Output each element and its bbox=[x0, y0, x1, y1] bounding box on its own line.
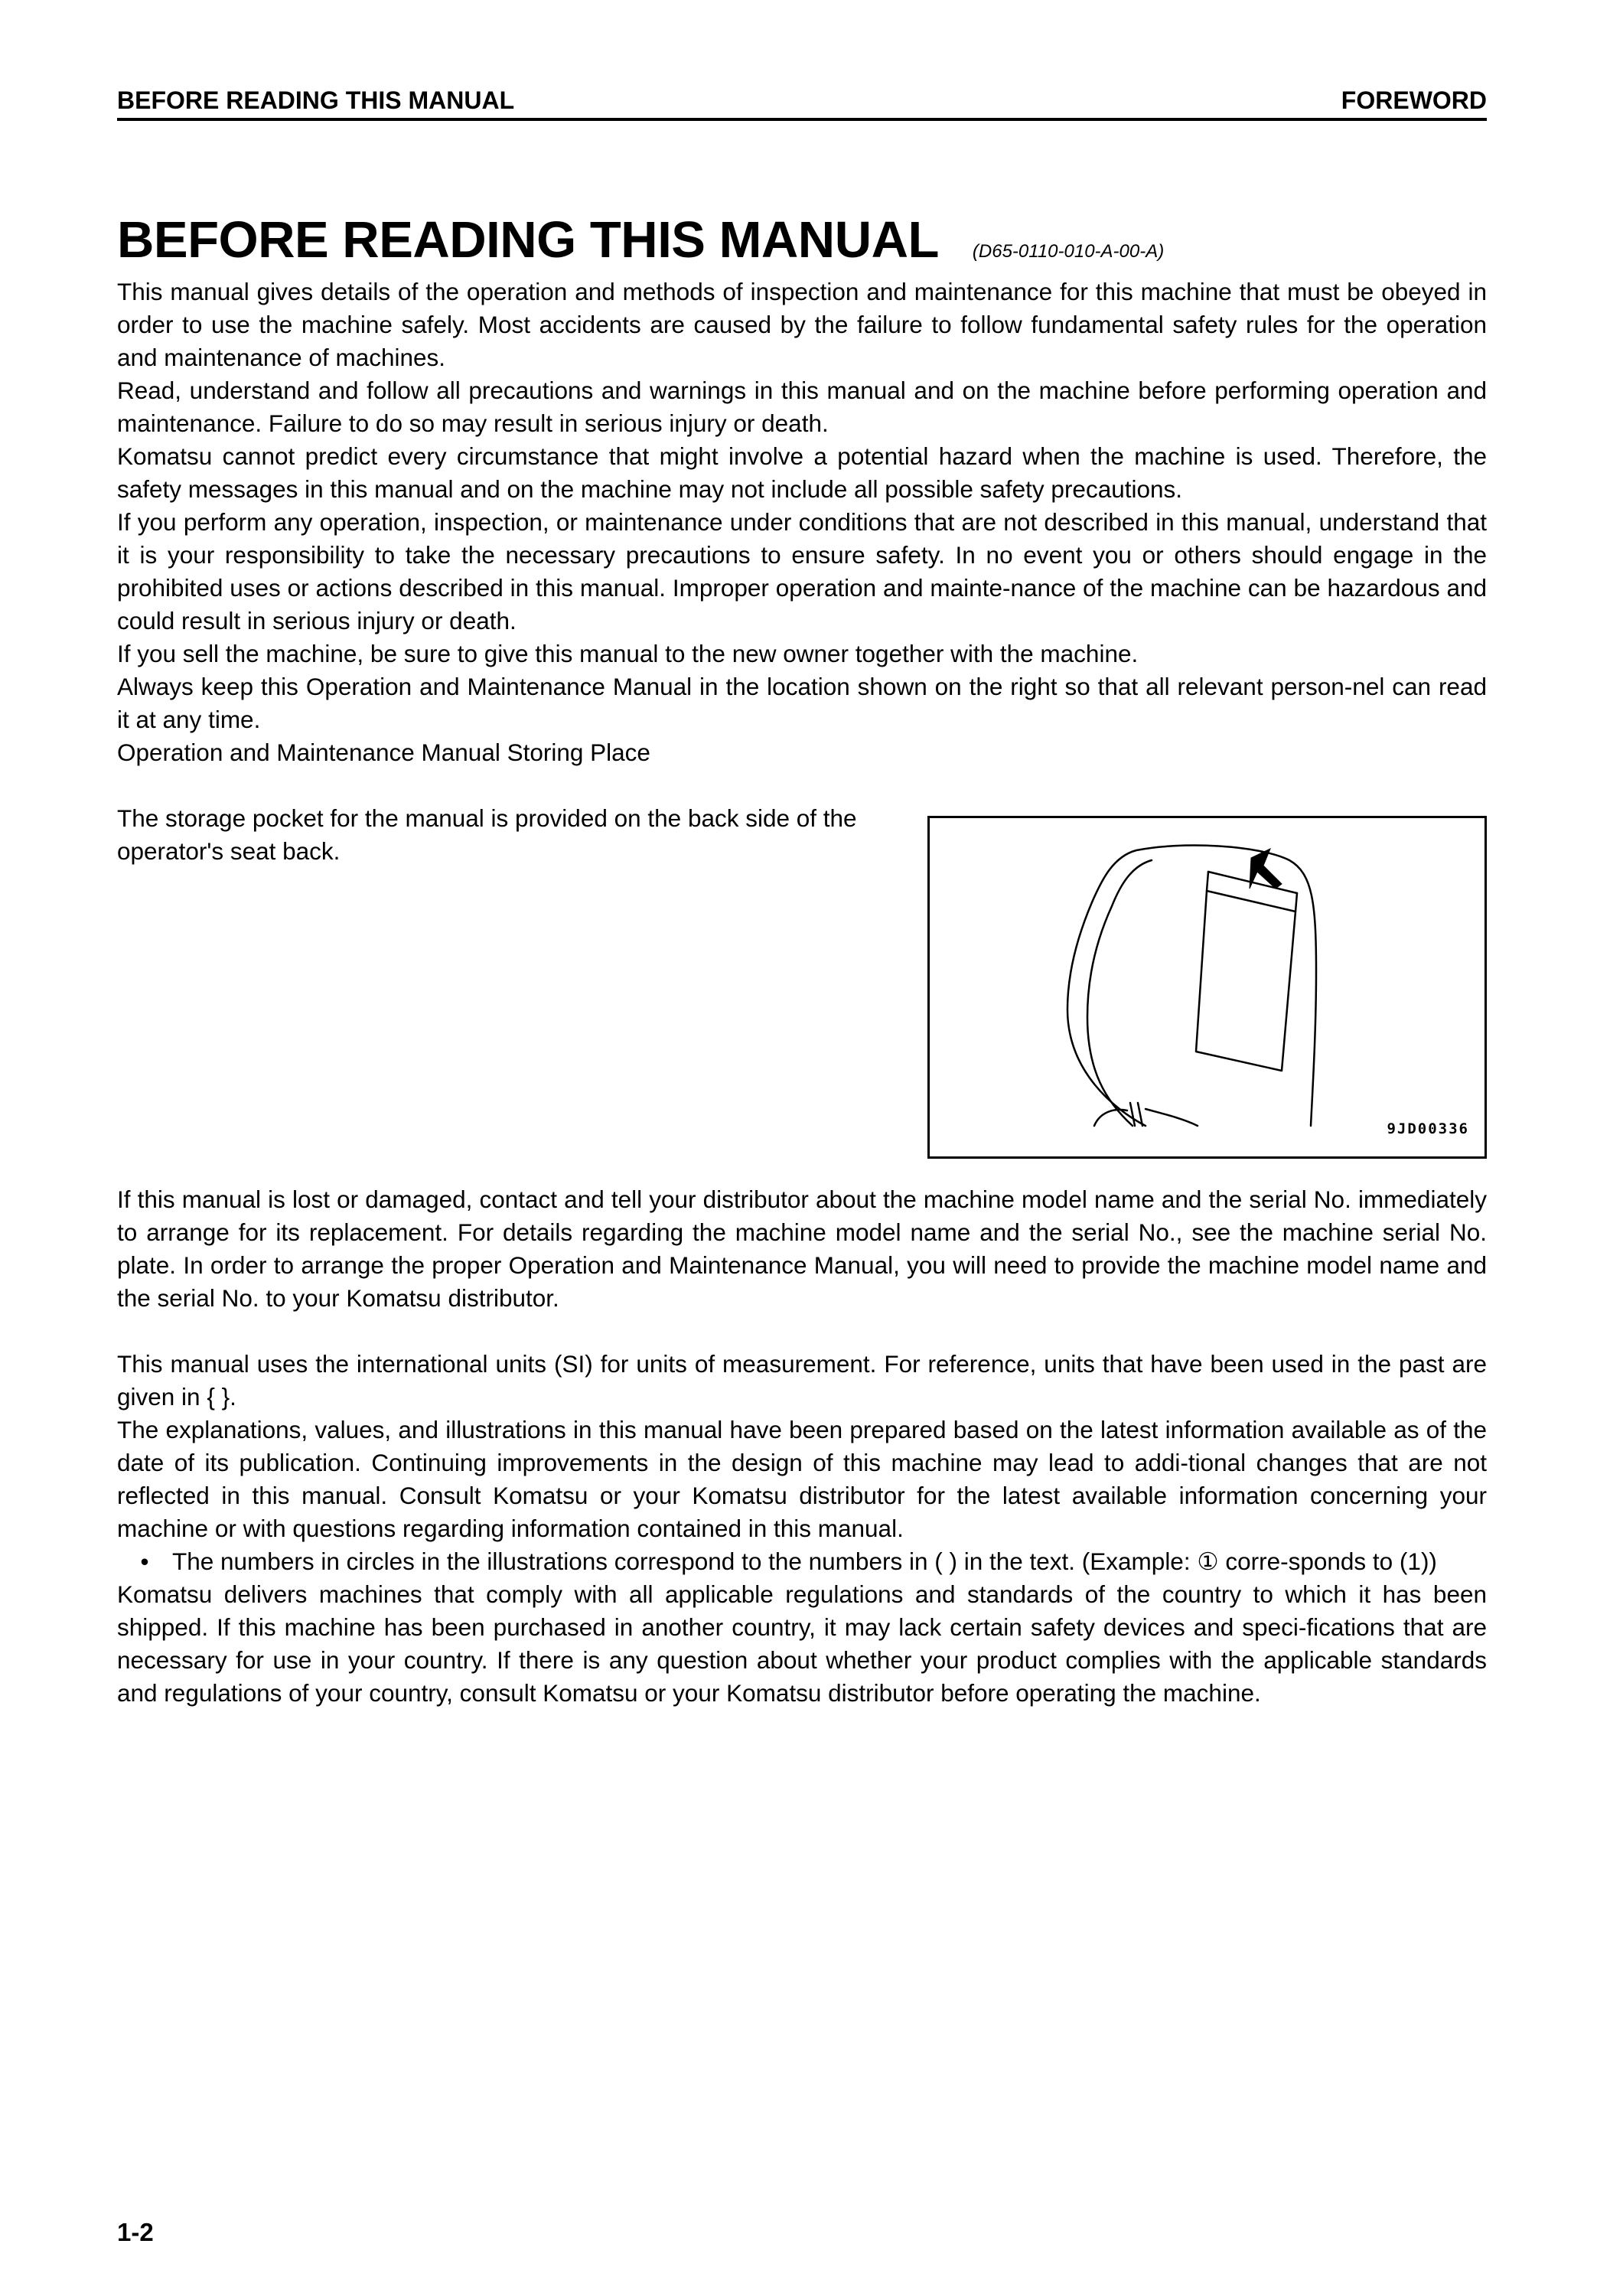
paragraph: If you perform any operation, inspection, or maintenance under conditions that are not described in this manual, understand that it is your responsibility to take the necessary precautions to ensure safety. In no event you or others should engage in the prohibited uses or actions described in this manual. Improper operation and mainte-nance of the machine can be hazardous and could result in serious injury or death. bbox=[117, 508, 1487, 634]
figure-id: 9JD00336 bbox=[1387, 1120, 1469, 1137]
seat-back-figure bbox=[927, 816, 1487, 1159]
paragraph: If this manual is lost or damaged, contact and tell your distributor about the machine model name and the serial No. immediately to arrange for its replacement. For details regarding the machine model name and the serial No., see the machine serial No. plate. In order to arrange the proper Operation and Maintenance Manual, you will need to provide the machine model name and the serial No. to your Komatsu distributor. bbox=[117, 1186, 1487, 1312]
page-title: BEFORE READING THIS MANUAL bbox=[117, 211, 939, 269]
header-chapter-title: FOREWORD bbox=[1341, 86, 1487, 114]
paragraph: This manual uses the international units (SI) for units of measurement. For reference, units that have been used in the past are given in { }. bbox=[117, 1350, 1487, 1411]
intro-section bbox=[117, 276, 1487, 769]
page bbox=[117, 86, 1487, 1710]
storage-section bbox=[117, 802, 1487, 1183]
running-header bbox=[117, 86, 1487, 121]
paragraph: Read, understand and follow all precautions and warnings in this manual and on the machine before performing operation and maintenance. Failure to do so may result in serious injury or death. bbox=[117, 377, 1487, 437]
paragraph: The explanations, values, and illustrations in this manual have been prepared based on the latest information available as of the date of its publication. Continuing improvements in the design of this machine may lead to addi-tional changes that are not reflected in this manual. Consult Komatsu or your Komatsu distributor for the latest available information concerning your machine or with questions regarding information contained in this manual. bbox=[117, 1416, 1487, 1542]
units-section bbox=[117, 1348, 1487, 1710]
paragraph: Always keep this Operation and Maintenance Manual in the location shown on the right so that all relevant person-nel can read it at any time. bbox=[117, 673, 1487, 733]
lost-manual-section bbox=[117, 1183, 1487, 1315]
paragraph: Operation and Maintenance Manual Storing Place bbox=[117, 739, 650, 766]
seat-back-illustration bbox=[930, 818, 1484, 1156]
spacer bbox=[117, 1315, 1487, 1348]
title-row bbox=[117, 213, 1487, 268]
page-number: 1-2 bbox=[117, 2218, 154, 2246]
paragraph: This manual gives details of the operation and methods of inspection and maintenance for this machine that must be obeyed in order to use the machine safely. Most accidents are caused by the failure to follow fundamental safety rules for the operation and maintenance of machines. bbox=[117, 278, 1487, 371]
paragraph: If you sell the machine, be sure to give this manual to the new owner together with the machine. bbox=[117, 640, 1139, 667]
document-code: (D65-0110-010-A-00-A) bbox=[972, 241, 1165, 262]
storage-text: The storage pocket for the manual is provided on the back side of the operator's seat back. bbox=[117, 804, 857, 865]
bullet-item bbox=[117, 1545, 1487, 1578]
paragraph: Komatsu cannot predict every circumstance that might involve a potential hazard when the machine is used. Therefore, the safety messages in this manual and on the machine may not include all possible safety precautions. bbox=[117, 442, 1487, 503]
paragraph: Komatsu delivers machines that comply with all applicable regulations and standards of the country to which it has been shipped. If this machine has been purchased in another country, it may lack certain safety devices and speci-fications that are necessary for use in your country. If there is any question about whether your product complies with the applicable standards and regulations of your country, consult Komatsu or your Komatsu distributor before operating the machine. bbox=[117, 1580, 1487, 1707]
bullet-marker: • bbox=[140, 1548, 149, 1575]
header-section-title: BEFORE READING THIS MANUAL bbox=[117, 86, 515, 114]
bullet-text: The numbers in circles in the illustrations correspond to the numbers in ( ) in the text. (Example: ① corre-sponds to (1)) bbox=[172, 1548, 1437, 1575]
